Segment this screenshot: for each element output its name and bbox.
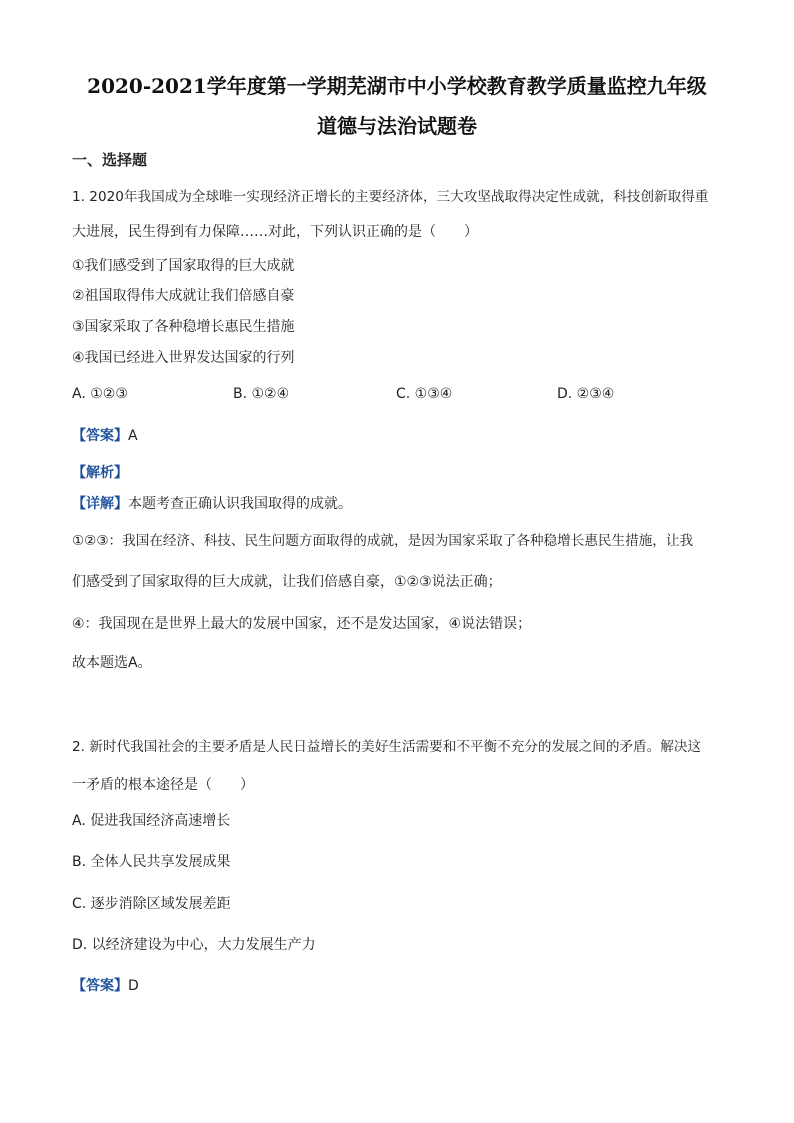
q2-answer-tag: 【答案】	[72, 978, 128, 994]
q2-option-c: C. 逐步消除区域发展差距	[72, 896, 231, 912]
q1-statement-1: ①我们感受到了国家取得的巨大成就	[72, 258, 295, 274]
q1-detail-text: 本题考查正确认识我国取得的成就。	[128, 496, 352, 512]
q1-option-c: C. ①③④	[396, 386, 453, 402]
q1-option-a: A. ①②③	[72, 386, 128, 402]
q1-analysis-tag: 【解析】	[72, 465, 128, 481]
q1-option-b: B. ①②④	[233, 386, 290, 402]
q2-option-b: B. 全体人民共享发展成果	[72, 854, 231, 870]
q1-answer-value: A	[128, 428, 138, 444]
q2-option-d: D. 以经济建设为中心，大力发展生产力	[72, 937, 316, 953]
q1-explanation-2: ④：我国现在是世界上最大的发展中国家，还不是发达国家，④说法错误；	[72, 616, 532, 632]
q1-explanation-1-line1: ①②③：我国在经济、科技、民生问题方面取得的成就，是因为国家采取了各种稳增长惠民生措施，让我	[72, 533, 694, 549]
q1-detail-tag: 【详解】	[72, 496, 128, 512]
q1-explanation-1-line2: 们感受到了国家取得的巨大成就，让我们倍感自豪，①②③说法正确；	[72, 574, 502, 590]
q1-analysis	[72, 464, 128, 482]
q2-option-a: A. 促进我国经济高速增长	[72, 813, 231, 829]
q1-stem-line2: 大进展，民生得到有力保障……对此，下列认识正确的是（ ）	[72, 224, 478, 240]
q2-stem-line1: 2. 新时代我国社会的主要矛盾是人民日益增长的美好生活需要和不平衡不充分的发展之间的矛盾。解决这	[72, 739, 702, 755]
page-title-line2: 道德与法治试题卷	[317, 114, 477, 138]
q1-statement-3: ③国家采取了各种稳增长惠民生措施	[72, 319, 295, 335]
q2-answer-value: D	[128, 978, 139, 994]
q2-stem-line2: 一矛盾的根本途径是（ ）	[72, 777, 254, 793]
q1-answer	[72, 427, 138, 445]
q1-stem-line1: 1. 2020年我国成为全球唯一实现经济正增长的主要经济体，三大攻坚战取得决定性成就，科技创新取得重	[72, 189, 709, 205]
q1-detail	[72, 495, 352, 513]
q1-statement-4: ④我国已经进入世界发达国家的行列	[72, 350, 295, 366]
q1-answer-tag: 【答案】	[72, 428, 128, 444]
page-title-line1: 2020-2021学年度第一学期芜湖市中小学校教育教学质量监控九年级	[87, 74, 707, 98]
q1-statement-2: ②祖国取得伟大成就让我们倍感自豪	[72, 288, 295, 304]
q1-option-d: D. ②③④	[557, 386, 615, 402]
q2-answer	[72, 977, 139, 995]
section-heading-choice: 一、选择题	[72, 151, 148, 169]
q1-conclusion: 故本题选A。	[72, 655, 152, 671]
